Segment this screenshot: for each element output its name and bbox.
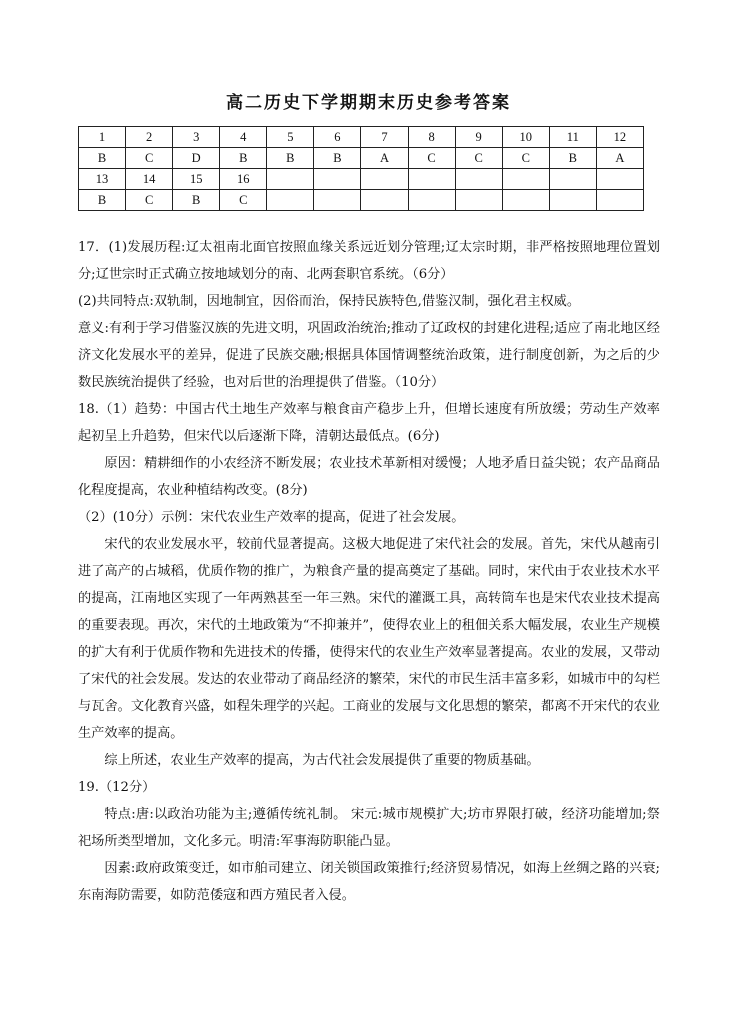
answer-table-cell: 4 [220,127,267,148]
answer-table-cell: D [173,148,220,169]
answer-paragraph: 原因：精耕细作的小农经济不断发展；农业技术革新相对缓慢；人地矛盾日益尖锐；农产品商品化程度提高，农业种植结构改变。(8分) [78,456,660,498]
answer-table-cell [549,169,596,190]
answer-table-cell [267,169,314,190]
answer-table-cell: 11 [549,127,596,148]
answer-table-cell: 6 [314,127,361,148]
answer-table [78,126,644,211]
answer-table-cell [361,190,408,211]
answer-table-cell: 12 [596,127,643,148]
answer-table-cell [455,169,502,190]
answer-table-cell [408,169,455,190]
answer-table-cell: C [502,148,549,169]
answer-table-cell: B [549,148,596,169]
answer-table-cell [502,190,549,211]
answer-table-cell [502,169,549,190]
page-title: 高二历史下学期期末历史参考答案 [226,93,511,113]
answer-paragraph: (2)共同特点:双轨制，因地制宜，因俗而治，保持民族特色,借鉴汉制，强化君主权威。 [78,294,581,309]
answer-paragraph: 19.（12分） [78,780,156,795]
answer-table-cell [408,190,455,211]
answer-table-cell: A [361,148,408,169]
answer-paragraph: 综上所述，农业生产效率的提高，为古代社会发展提供了重要的物质基础。 [104,753,540,768]
answer-body-text [78,234,660,909]
answer-table-cell: 10 [502,127,549,148]
answer-table-cell [596,190,643,211]
answer-table-cell: B [314,148,361,169]
answer-table-cell [314,190,361,211]
answer-table-cell: 9 [455,127,502,148]
answer-paragraph: 18.（1）趋势：中国古代土地生产效率与粮食亩产稳步上升，但增长速度有所放缓；劳动生产效率起初呈上升趋势，但宋代以后逐渐下降，清朝达最低点。(6分) [78,402,660,444]
answer-paragraph: （2）(10分）示例：宋代农业生产效率的提高，促进了社会发展。 [78,510,465,525]
answer-paragraph: 宋代的农业发展水平，较前代显著提高。这极大地促进了宋代社会的发展。首先，宋代从越南引进了高产的占城稻，优质作物的推广，为粮食产量的提高奠定了基础。同时，宋代由于农业技术水平的提高，江南地区实现了一年两熟甚至一年三熟。宋代的灌溉工具，高转筒车也是宋代农业技术提高的重要表现。再次，宋代的土地政策为“不抑兼并”，使得农业上的租佃关系大幅发展，农业生产规模的扩大有利于优质作物和先进技术的传播，使得宋代的农业生产效率显著提高。农业的发展，又带动了宋代的社会发展。发达的农业带动了商品经济的繁荣，宋代的市民生活丰富多彩，如城市中的勾栏与瓦舍。文化教育兴盛，如程朱理学的兴起。工商业的发展与文化思想的繁荣，都离不开宋代的农业生产效率的提高。 [78,537,660,741]
answer-table-row [79,169,644,190]
answer-table-cell: 8 [408,127,455,148]
answer-table-cell [361,169,408,190]
answer-table-cell: 14 [126,169,173,190]
answer-table-cell [314,169,361,190]
answer-table-cell: C [408,148,455,169]
answer-table-row [79,190,644,211]
answer-table-cell: B [267,148,314,169]
answer-table-cell: 13 [79,169,126,190]
answer-paragraph: 因素:政府政策变迁，如市舶司建立、闭关锁国政策推行;经济贸易情况，如海上丝绸之路的兴衰;东南海防需要，如防范倭寇和西方殖民者入侵。 [78,861,660,903]
answer-table-cell: 16 [220,169,267,190]
answer-paragraph: 特点:唐:以政治功能为主;遵循传统礼制。 宋元:城市规模扩大;坊市界限打破，经济功能增加;祭祀场所类型增加，文化多元。明清:军事海防职能凸显。 [78,807,660,849]
answer-table-cell: B [173,190,220,211]
answer-paragraph: 17．(1)发展历程:辽太祖南北面官按照血缘关系远近划分管理;辽太宗时期，非严格按照地理位置划分;辽世宗时正式确立按地域划分的南、北两套职官系统。（6分） [78,240,660,282]
answer-table-cell: 5 [267,127,314,148]
answer-table-cell: 1 [79,127,126,148]
answer-table-cell: B [79,190,126,211]
answer-paragraph: 意义:有利于学习借鉴汉族的先进文明，巩固政治统治;推动了辽政权的封建化进程;适应了南北地区经济文化发展水平的差异，促进了民族交融;根据具体国情调整统治政策，进行制度创新，为之后的少数民族统治提供了经验，也对后世的治理提供了借鉴。（10分） [78,321,660,390]
answer-table-cell [549,190,596,211]
answer-table-cell: 3 [173,127,220,148]
answer-table-cell [267,190,314,211]
answer-table-cell: B [79,148,126,169]
answer-table-cell: C [126,190,173,211]
answer-table-cell: A [596,148,643,169]
answer-table-row [79,148,644,169]
answer-table-row [79,127,644,148]
answer-table-cell [596,169,643,190]
answer-table-cell: C [220,190,267,211]
answer-table-cell: C [126,148,173,169]
answer-table-cell: B [220,148,267,169]
answer-table-cell: C [455,148,502,169]
answer-table-cell [455,190,502,211]
answer-table-cell: 15 [173,169,220,190]
answer-table-cell: 7 [361,127,408,148]
answer-table-cell: 2 [126,127,173,148]
